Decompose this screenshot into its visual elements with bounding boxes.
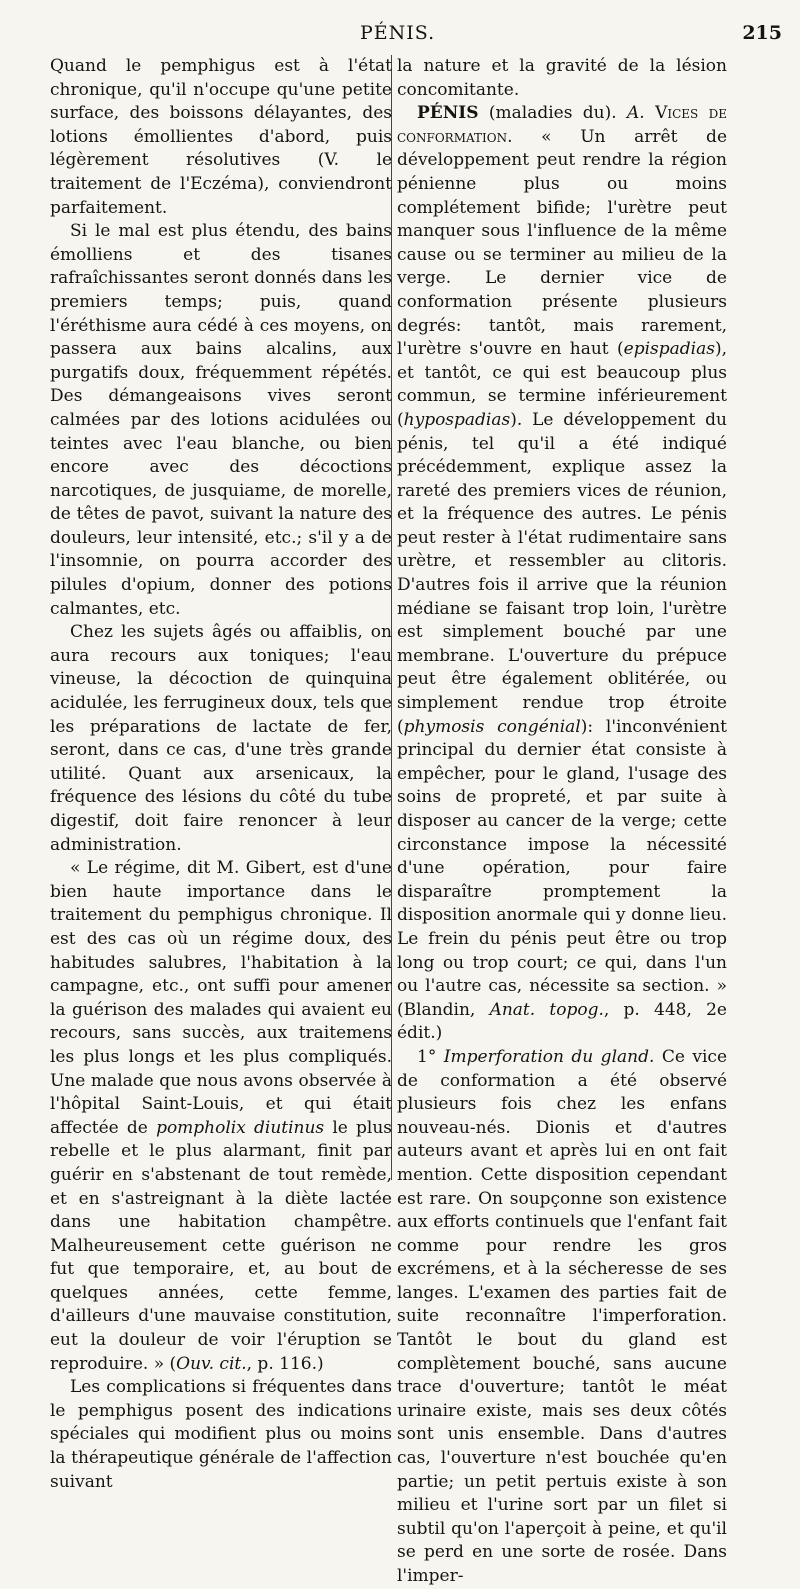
paragraph: Les complications si fréquentes dans le pemphigus posent des indications spéciales qui modifient plus ou moins la thérapeutique générale de l'affection suivant: [50, 1377, 392, 1492]
citation-title: Ouv. cit.: [176, 1353, 247, 1374]
text-run: ): l'inconvénient principal du dernier état consiste à empêcher, pour le gland, l'usage des soins de propreté, et par suite à disposer au cancer de la verge; cette circonstance impose la nécessité d'une opération, pour faire disparaître promptement la disposition anormale qui y donne lieu. Le frein du pénis peut être ou trop long ou trop court; ce qui, dans l'un ou l'autre cas, nécessite sa section. » (Blandin,: [397, 716, 727, 1020]
paragraph: Quand le pemphigus est à l'état chronique, qu'il n'occupe qu'une petite surface, des boissons délayantes, des lotions émollientes d'abord, puis légèrement résolutives (V. le traitement de l'Eczéma), conviendront parfaitement.: [50, 56, 392, 218]
text-run: ). Le développement du pénis, tel qu'il a été indiqué précédemment, explique assez la rareté des premiers vices de réunion, et la fréquence des autres. Le pénis peut rester à l'état rudimentaire sans urètre, et ressembler au clitoris. D'autres fois il arrive que la réunion médiane se faisant trop loin, l'urètre est simplement bouché par une membrane. L'ouverture du prépuce peut être également oblitérée, ou simplement rendue trop étroite (: [397, 409, 727, 737]
subsection-imperforation: [397, 1046, 727, 1589]
text-run: ), et tantôt, ce qui est beaucoup plus commun, se termine inférieurement (: [397, 339, 727, 430]
section-letter: A.: [627, 103, 645, 124]
text-run: , p. 116.): [246, 1353, 324, 1374]
italic-term: phymosis congénial: [403, 716, 581, 737]
left-column: [50, 55, 392, 1494]
page-header: [0, 22, 800, 48]
section-title: Vices de conformation.: [397, 103, 727, 147]
paragraph: Chez les sujets âgés ou affaiblis, on aura recours aux toniques; l'eau vineuse, la décoction de quinquina acidulée, les ferrugineux doux, tels que les préparations de lactate de fer, seront, dans ce cas, d'une très grande utilité. Quant aux arsenicaux, la fréquence des lésions du côté du tube digestif, doit faire renoncer à leur administration.: [50, 622, 392, 855]
entry-subtitle: (maladies du).: [488, 103, 617, 124]
italic-term: epispadias: [623, 339, 715, 360]
text-run: « Un arrêt de développement peut rendre la région pénienne plus ou moins complétement bifide; l'urètre peut manquer sous l'influence de la même cause ou se terminer au milieu de la verge. Le dernier vice de conformation présente plusieurs degrés: tantôt, mais rarement, l'urètre s'ouvre en haut (: [397, 126, 727, 360]
right-column: [397, 55, 727, 1589]
text-run: , p. 448, 2e édit.): [397, 999, 727, 1044]
subsection-number: 1°: [417, 1046, 437, 1067]
italic-term: pompholix diutinus: [156, 1117, 325, 1138]
paragraph: la nature et la gravité de la lésion concomitante.: [397, 56, 727, 100]
running-title: PÉNIS.: [360, 22, 436, 44]
paragraph-gibert-quote: [50, 857, 392, 1376]
italic-term: hypospadias: [403, 409, 511, 430]
page-number: 215: [742, 22, 782, 44]
subsection-title: Imperforation du gland.: [443, 1046, 655, 1067]
entry-penis-maladies: [397, 102, 727, 1046]
citation-title: Anat. topog.: [489, 999, 604, 1020]
text-run: Ce vice de conformation a été observé plusieurs fois chez les enfans nouveau-nés. Dionis et d'autres auteurs avant et après lui en ont fait mention. Cette disposition cependant est rare. On soupçonne son existence aux efforts continuels que l'enfant fait comme pour rendre les gros excrémens, et à la sécheresse de ses langes. L'examen des parties fait de suite reconnaître l'imperforation. Tantôt le bout du gland est complètement bouché, sans aucune trace d'ouverture; tantôt le méat urinaire existe, mais ses deux côtés sont unis ensemble. Dans d'autres cas, l'ouverture n'est bouchée qu'en partie; un petit pertuis existe à son milieu et l'urine sort par un filet si subtil qu'on l'aperçoit à peine, et qu'il se perd en une sorte de rosée. Dans l'imper-: [397, 1046, 728, 1586]
text-run: « Le régime, dit M. Gibert, est d'une bien haute importance dans le traitement du pemphigus chronique. Il est des cas où un régime doux, des habitudes salubres, l'habitation à la campagne, etc., ont suffi pour amener la guérison des malades qui avaient eu recours, sans succès, aux traitemens les plus longs et les plus compliqués. Une malade que nous avons observée à l'hôpital Saint-Louis, et qui était affectée de: [50, 858, 392, 1138]
paragraph: Si le mal est plus étendu, des bains émolliens et des tisanes rafraîchissantes seront donnés dans les premiers temps; puis, quand l'éréthisme aura cédé à ces moyens, on passera aux bains alcalins, aux purgatifs doux, fréquemment répétés. Des démangeaisons vives seront calmées par des lotions acidulées ou teintes avec l'eau blanche, ou bien encore avec des décoctions narcotiques, de jusquiame, de morelle, de têtes de pavot, suivant la nature des douleurs, leur intensité, etc.; s'il y a de l'insomnie, on pourra accorder des pilules d'opium, donner des potions calmantes, etc.: [50, 221, 392, 619]
text-run: le plus rebelle et le plus alarmant, finit par guérir en s'abstenant de tout remède, et en s'astreignant à la diète lactée dans une habitation champêtre. Malheureusement cette guérison ne fut que temporaire, et, au bout de quelques années, cette femme, d'ailleurs d'une mauvaise constitution, eut la douleur de voir l'éruption se reproduire. » (: [50, 1117, 393, 1374]
entry-headword: PÉNIS: [417, 103, 479, 124]
